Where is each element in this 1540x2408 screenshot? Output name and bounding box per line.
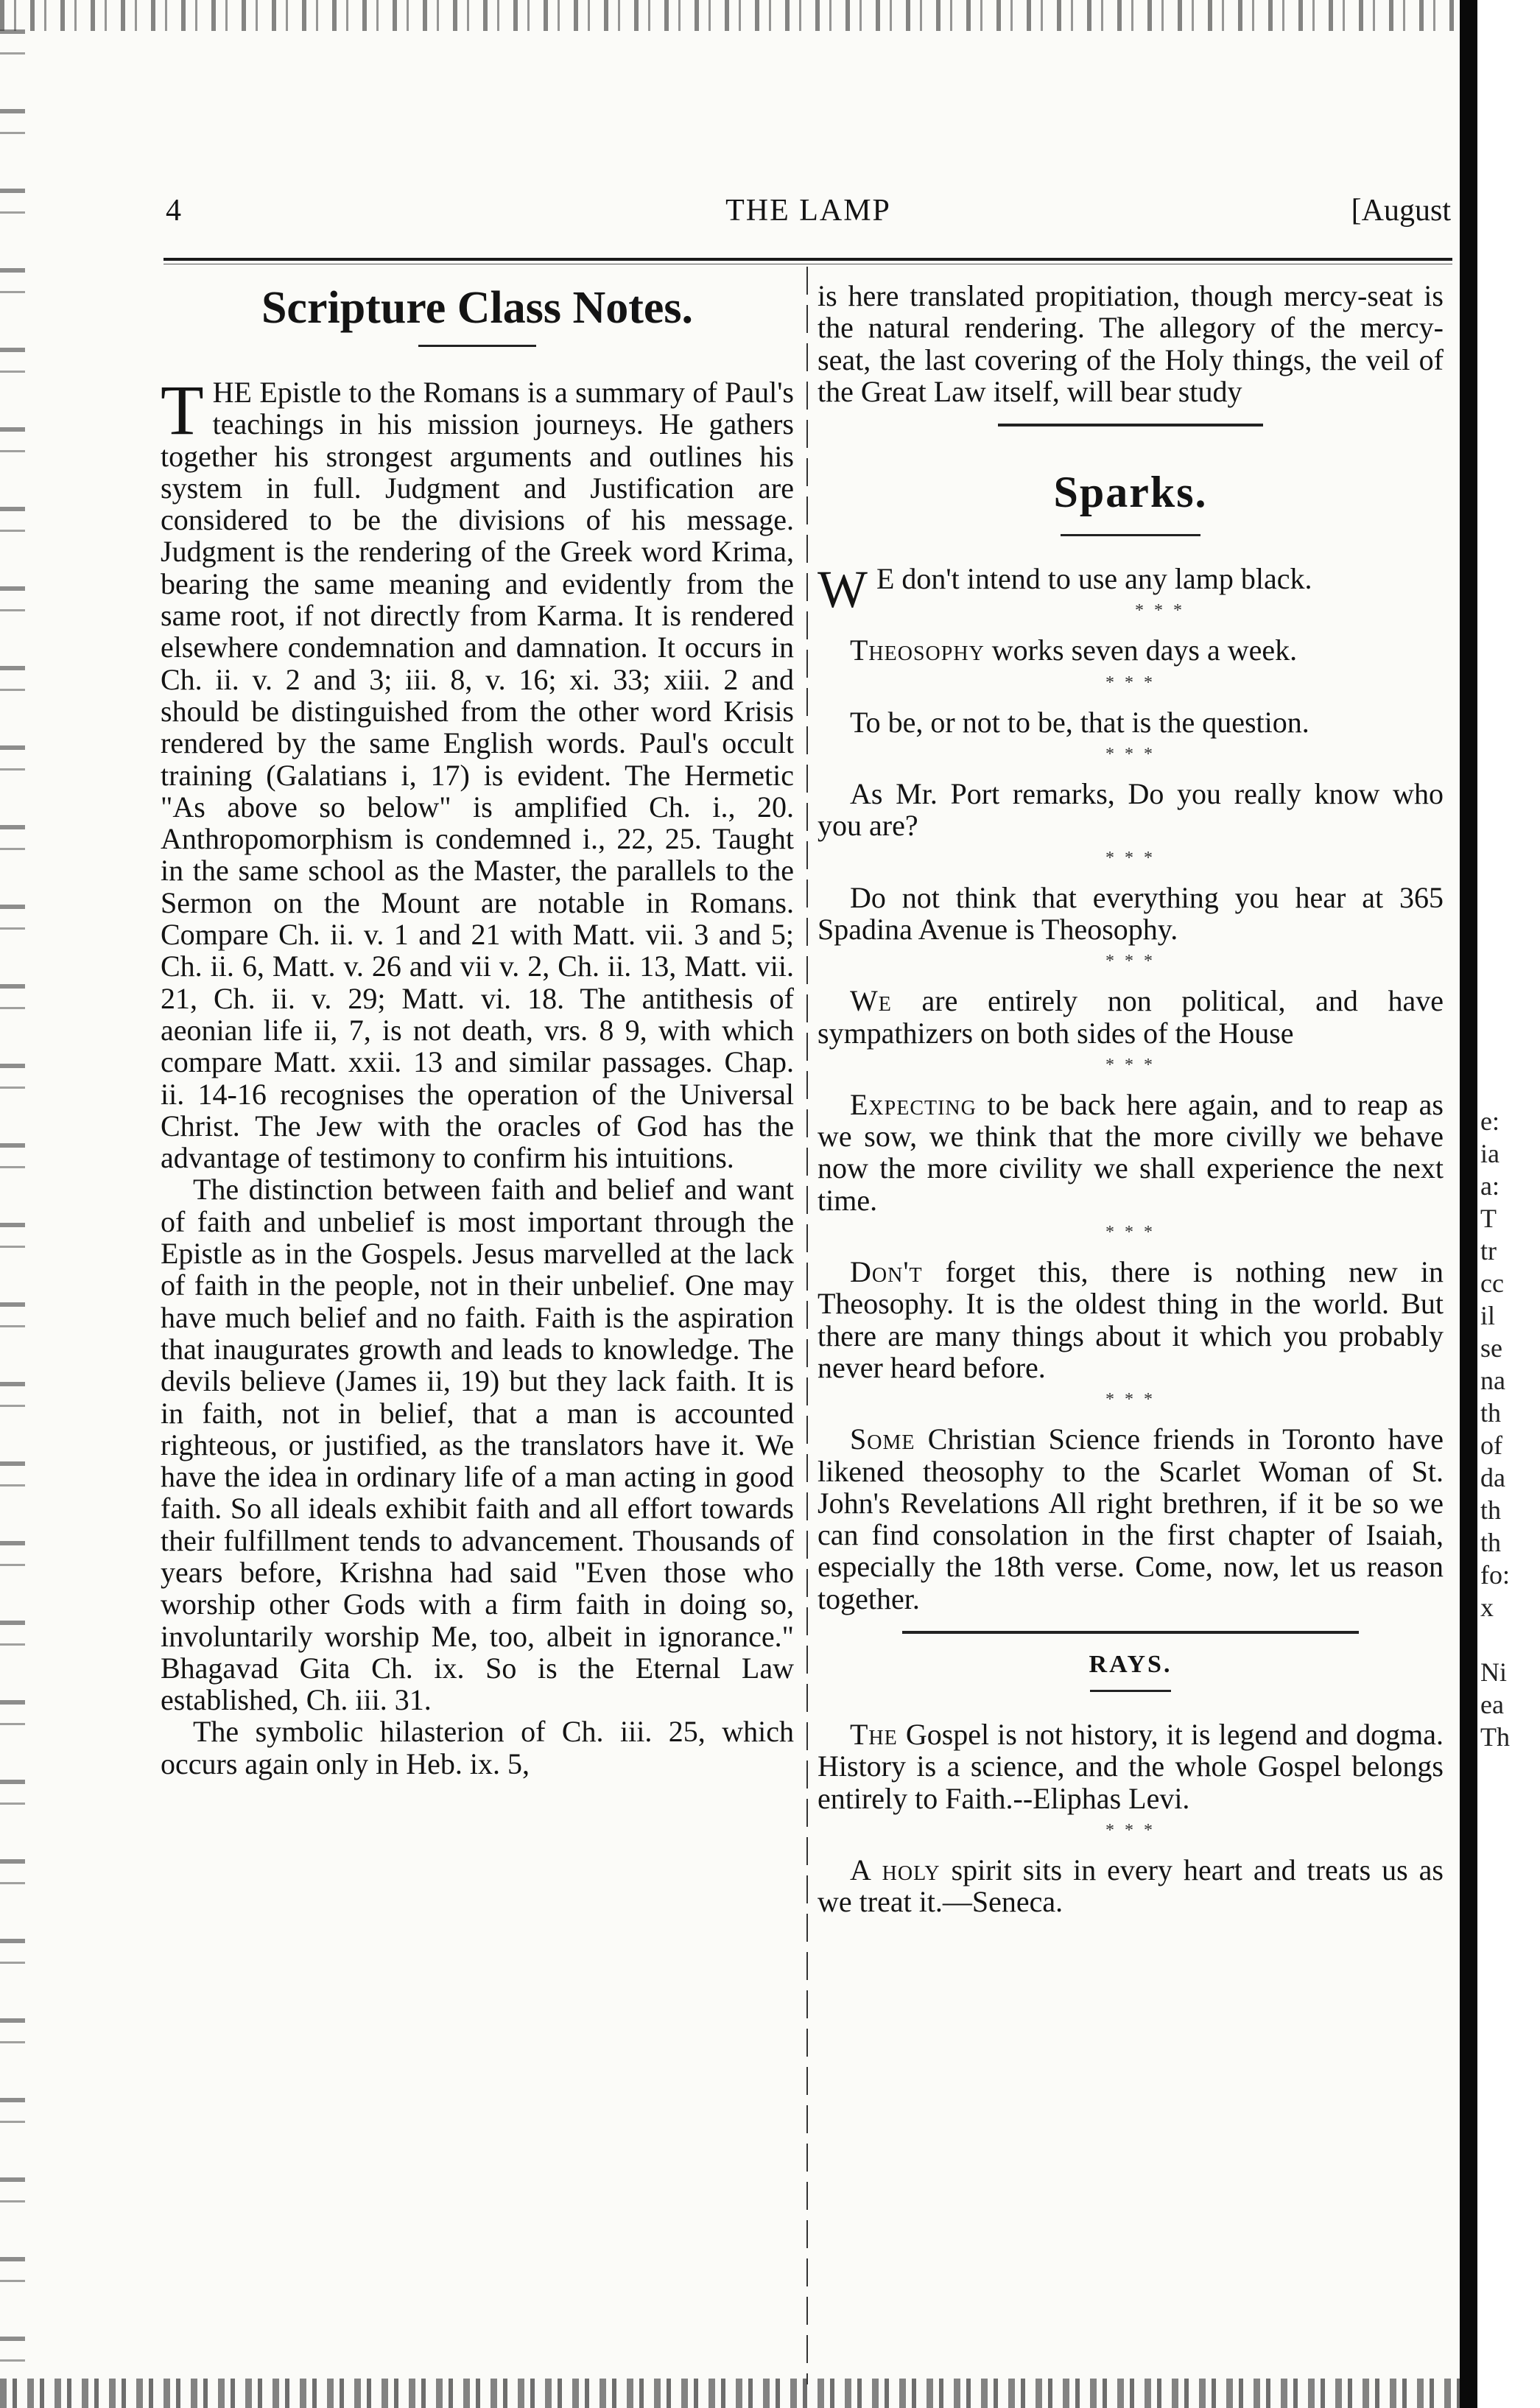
ray-item: [818, 1719, 1444, 1814]
asterism-icon: * * *: [1105, 1223, 1156, 1243]
overleaf-fragment: e:: [1480, 1106, 1499, 1136]
section-title-rays: RAYS.: [1089, 1651, 1172, 1679]
overleaf-fragment: th: [1480, 1495, 1502, 1525]
title-rule: [1090, 1690, 1171, 1692]
section-rule: [902, 1631, 1359, 1634]
spark-text: E don't intend to use any lamp black.: [876, 562, 1312, 596]
asterism-icon: * * *: [1105, 745, 1156, 765]
overleaf-fragment: [1480, 1624, 1539, 1656]
spark-lead: Expecting: [850, 1087, 977, 1121]
overleaf-fragment: Ni: [1480, 1657, 1507, 1687]
spark-item: [818, 1089, 1444, 1216]
overleaf-fragments: [1480, 1105, 1539, 1753]
column-divider: [806, 267, 808, 2384]
section-title-sparks: Sparks.: [1053, 468, 1208, 517]
spark-item: [818, 634, 1444, 666]
overleaf-fragment: ea: [1480, 1690, 1504, 1719]
overleaf-fragment: fo:: [1480, 1560, 1510, 1590]
ray-lead: A holy: [850, 1853, 940, 1886]
spark-lead: Some: [850, 1422, 915, 1456]
spark-item: [818, 882, 1444, 946]
asterism-icon: * * *: [1105, 848, 1156, 868]
binding-shadow: [1460, 0, 1477, 2408]
overleaf-fragment: ia: [1480, 1139, 1499, 1168]
scripture-paragraph-1: [161, 371, 794, 1175]
spark-text: are entirely non political, and have sympathizers on both sides of the House: [818, 984, 1444, 1050]
spark-text: To be, or not to be, that is the question.: [850, 705, 1309, 739]
spark-item: [818, 778, 1444, 842]
section-rule: [998, 424, 1263, 427]
scripture-paragraph-2: The distinction between faith and belief and want of faith and unbelief is most important through the Epistle as in the Gospels. Jesus marvelled at the lack of faith in the people, not in their unbelief. One may have much belief and no faith. Faith is the aspiration that inaugurates growth and leads to knowledge. The devils believe (James ii, 19) but they lack faith. It is in faith, not in belief, that a man is accounted righteous, or justified, as the translators have it. We have the idea in ordinary life of a man acting in good faith. So all ideals exhibit faith and all effort towards their fulfillment tends to advancement. Thousands of years before, Krishna had said "Even those who worship other Gods with a firm faith in doing so, involuntarily worship Me, too, albeit in ignorance." Bhagavad Gita Ch. ix. So is the Eternal Law established, Ch. iii. 31.: [161, 1173, 794, 1717]
overleaf-fragment: il: [1480, 1301, 1496, 1330]
ray-text: Gospel is not history, it is legend and dogma. History is a science, and the whole Gospel belongs entirely to Faith.--Eliphas Levi.: [818, 1718, 1444, 1815]
spark-text: Christian Science friends in Toronto have likened theosophy to the Scarlet Woman of St. John's Revelations All right brethren, if it be so we can find consolation in the first chapter of Isaiah, especially the 18th verse. Come, now, let us reason together.: [818, 1422, 1444, 1615]
section-title-scripture: Scripture Class Notes.: [261, 283, 694, 333]
spark-lead: Don't: [850, 1255, 923, 1289]
overleaf-fragment: cc: [1480, 1268, 1504, 1298]
spark-item: [818, 1256, 1444, 1383]
right-column: [818, 280, 1444, 1918]
drop-cap: T: [161, 371, 204, 449]
header-rule: [164, 258, 1452, 261]
bottom-edge-noise: [0, 2379, 1540, 2408]
overleaf-fragment: da: [1480, 1463, 1505, 1492]
ray-lead: The: [850, 1718, 898, 1752]
spark-lead: Theosophy: [850, 633, 985, 667]
spark-text: As Mr. Port remarks, Do you really know who you are?: [818, 777, 1444, 843]
scripture-continuation: is here translated propitiation, though mercy-seat is the natural rendering. The allegory of the mercy-seat, the last covering of the Holy things, the veil of the Great Law itself, will bear study: [818, 279, 1444, 408]
overleaf-fragment: a:: [1480, 1171, 1499, 1201]
issue-month: [August: [1351, 194, 1451, 228]
ray-text: spirit sits in every heart and treats us as we treat it.—Seneca.: [818, 1853, 1444, 1919]
overleaf-fragment: T: [1480, 1204, 1497, 1233]
overleaf-fragment: x: [1480, 1593, 1494, 1622]
spark-item: [818, 560, 1444, 619]
title-rule: [418, 345, 536, 347]
spark-text: to be back here again, and to reap as we sow, we think that the more civilly we behave now the more civility we shall experience the next time.: [818, 1087, 1444, 1217]
asterism-icon: * * *: [1105, 673, 1156, 692]
overleaf-fragment: na: [1480, 1366, 1505, 1395]
scripture-paragraph-3: The symbolic hilasterion of Ch. iii. 25, which occurs again only in Heb. ix. 5,: [161, 1715, 794, 1780]
spark-text: Do not think that everything you hear at 365 Spadina Avenue is Theosophy.: [818, 880, 1444, 946]
ray-item: [818, 1854, 1444, 1918]
spark-item: [818, 1423, 1444, 1615]
spark-item: [818, 706, 1444, 738]
left-edge-noise: [0, 0, 25, 2408]
overleaf-fragment: th: [1480, 1398, 1502, 1428]
drop-cap: W: [818, 560, 868, 619]
spark-text: works seven days a week.: [984, 633, 1298, 667]
spark-text: forget this, there is nothing new in Theosophy. It is the oldest thing in the world. But there are many things about it which you probably never heard before.: [818, 1255, 1444, 1384]
overleaf-fragment: Th: [1480, 1722, 1510, 1752]
asterism-icon: * * *: [1105, 1390, 1156, 1410]
asterism-icon: * * *: [1134, 601, 1185, 621]
asterism-icon: * * *: [1105, 1055, 1156, 1075]
overleaf-fragment: of: [1480, 1431, 1502, 1460]
running-header: [166, 193, 1451, 237]
journal-title: THE LAMP: [725, 194, 891, 228]
overleaf-fragment: se: [1480, 1333, 1502, 1363]
page-number: 4: [166, 194, 181, 228]
top-edge-noise: [0, 0, 1540, 31]
asterism-icon: * * *: [1105, 952, 1156, 972]
paragraph-text: HE Epistle to the Romans is a summary of Paul's teachings in his mission journeys. He gathers together his strongest arguments and outlines his system in full. Judgment and Justification are considered to be the divisions of his message. Judgment is the rendering of the Greek word Krima, bearing the same meaning and evidently from the same root, if not directly from Karma. It is rendered elsewhere condemnation and damnation. It occurs in Ch. ii. v. 2 and 3; iii. 8, v. 16; xi. 33; xiii. 2 and should be distinguished from the other word Krisis rendered by the same English words. Paul's occult training (Galatians i, 17) is evident. The Hermetic "As above so below" is amplified Ch. i., 20. Anthropomorphism is condemned i., 22, 25. Taught in the same school as the Master, the parallels to the Sermon on the Mount are notable in Romans. Compare Ch. ii. v. 1 and 21 with Matt. vii. 3 and 5; Ch. ii. 6, Matt. v. 26 and vii v. 2, Ch. ii. 13, Matt. vii. 21, Ch. ii. v. 29; Matt. vi. 18. The antithesis of aeonian life ii, 7, is not death, vrs. 8 9, with which compare Matt. xxii. 13 and similar passages. Chap. ii. 14-16 recognises the operation of the Universal Christ. The Jew with the oracles of God has the advantage of testimony to confirm his intuitions.: [161, 376, 794, 1175]
spark-item: [818, 985, 1444, 1049]
overleaf-fragment: tr: [1480, 1236, 1497, 1266]
overleaf-fragment: th: [1480, 1528, 1502, 1557]
left-column: [161, 280, 794, 1780]
asterism-icon: * * *: [1105, 1820, 1156, 1840]
spark-lead: We: [850, 984, 892, 1018]
title-rule: [1061, 534, 1200, 536]
